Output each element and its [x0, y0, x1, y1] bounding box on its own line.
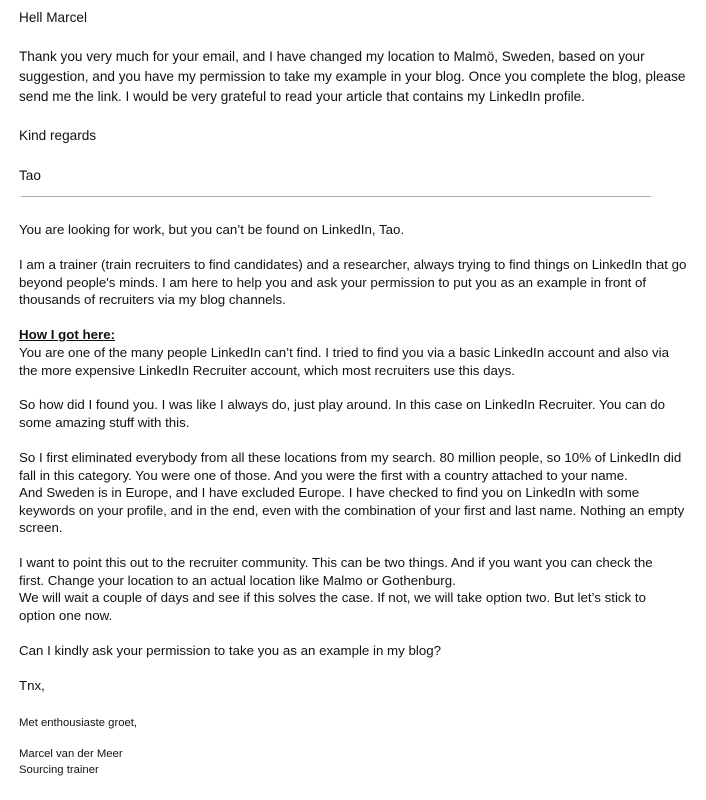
- reply-body-line: send me the link. I would be very grateful to read your article that contains my LinkedIn profile.: [19, 89, 585, 104]
- reply-greeting: Hell Marcel: [19, 10, 87, 25]
- point-line: We will wait a couple of days and see if this solves the case. If not, we will take option two. But let’s stick to: [19, 590, 646, 605]
- signature-greeting: Met enthousiaste groet,: [19, 717, 138, 729]
- reply-body-line: suggestion, and you have my permission to take my example in your blog. Once you complete the blog, please: [19, 69, 686, 84]
- signature-title: Sourcing trainer: [19, 764, 99, 776]
- ask-paragraph: Can I kindly ask your permission to take you as an example in my blog?: [19, 643, 442, 658]
- original-intro: [19, 256, 686, 309]
- signature-name: Marcel van der Meer: [19, 748, 123, 760]
- point-paragraph: [19, 554, 653, 624]
- intro-line: beyond people's minds. I am here to help you and ask your permission to put you as an example in front of: [19, 274, 647, 290]
- quote-divider: [21, 196, 651, 197]
- how-paragraph: [19, 396, 665, 431]
- thanks-text: Tnx,: [19, 678, 45, 693]
- original-opening: You are looking for work, but you can’t be found on LinkedIn, Tao.: [19, 222, 405, 237]
- intro-line: I am a trainer (train recruiters to find candidates) and a researcher, always trying to find things on LinkedIn that go: [19, 257, 687, 272]
- reply-body-line: Thank you very much for your email, and I have changed my location to Malmö, Sweden, based on your: [19, 49, 645, 64]
- eliminated-line: So I first eliminated everybody from all these locations from my search. 80 million people, so 10% of LinkedIn did: [19, 450, 682, 465]
- intro-line: thousands of recruiters via my blog channels.: [19, 292, 286, 307]
- eliminated-line: keywords on your profile, and in the end, even with the combination of your first and last name. Nothing an empty: [19, 502, 685, 518]
- eliminated-line: screen.: [19, 520, 63, 535]
- section-line: the more expensive LinkedIn Recruiter account, which most recruiters use this days.: [19, 362, 515, 378]
- section-line: You are one of the many people LinkedIn can’t find. I tried to find you via a basic LinkedIn account and also via: [19, 345, 670, 360]
- section-heading: How I got here:: [19, 327, 116, 342]
- point-line: first. Change your location to an actual location like Malmo or Gothenburg.: [19, 572, 456, 588]
- point-line: option one now.: [19, 607, 113, 623]
- reply-sender-name: Tao: [19, 168, 41, 183]
- how-line: So how did I found you. I was like I always do, just play around. In this case on LinkedIn Recruiter. You can do: [19, 397, 666, 412]
- reply-closing: Kind regards: [19, 128, 97, 143]
- eliminated-paragraph: [19, 449, 684, 537]
- how-line: some amazing stuff with this.: [19, 414, 190, 430]
- eliminated-line: And Sweden is in Europe, and I have excluded Europe. I have checked to find you on LinkedIn with some: [19, 485, 640, 500]
- section-body: [19, 344, 669, 379]
- reply-body: [19, 47, 685, 107]
- eliminated-line: fall in this category. You were one of those. And you were the first with a country attached to your name.: [19, 467, 628, 483]
- point-line: I want to point this out to the recruiter community. This can be two things. And if you want you can check the: [19, 555, 653, 570]
